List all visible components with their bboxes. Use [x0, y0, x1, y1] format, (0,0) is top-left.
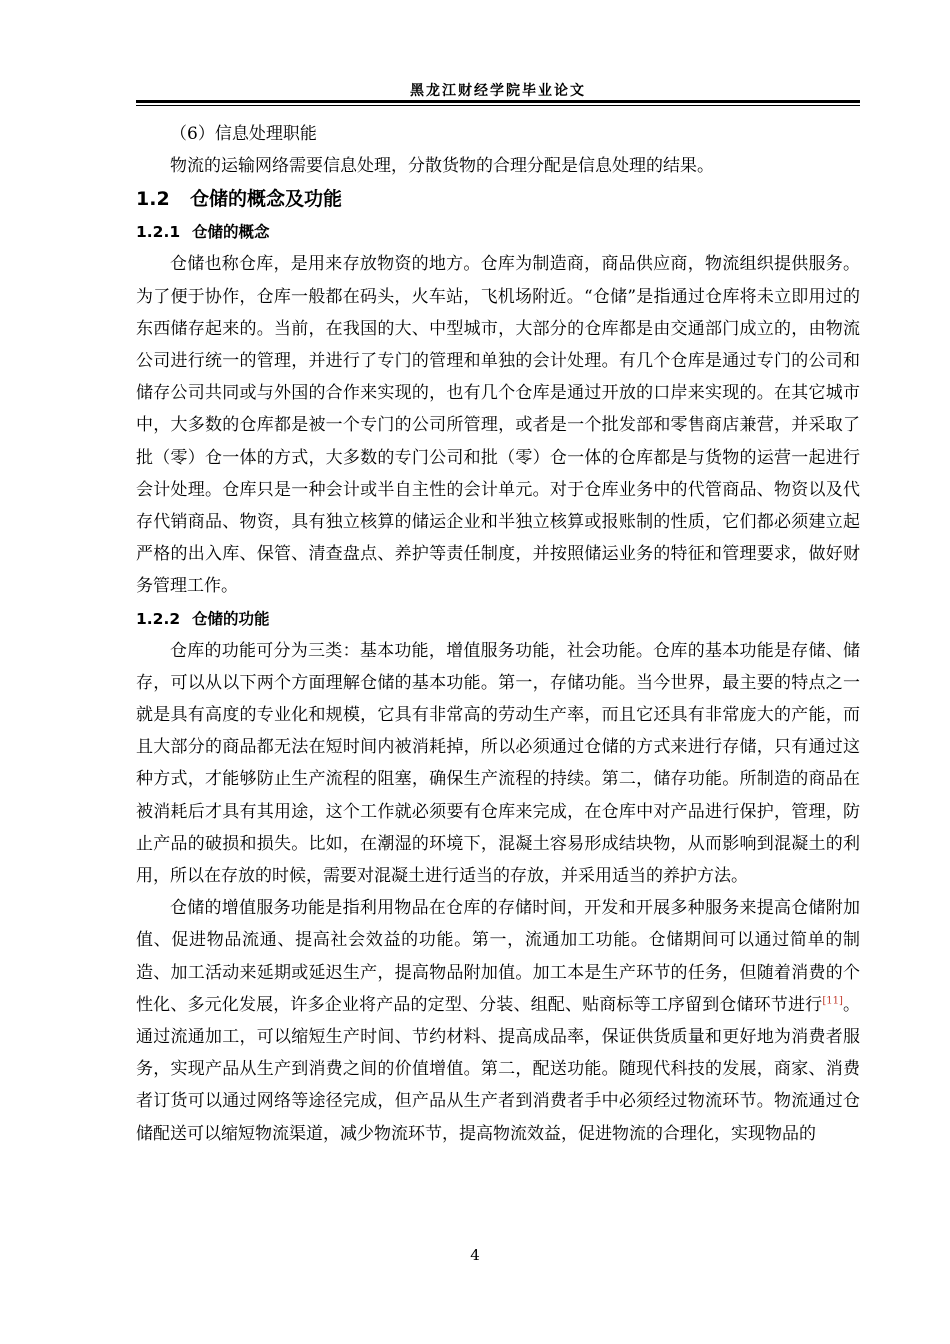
running-header: 黑龙江财经学院毕业论文 — [410, 83, 586, 99]
section-title: 仓储的概念及功能 — [190, 188, 343, 211]
header-rule-thick — [136, 100, 860, 103]
sub-item-heading: （6）信息处理职能 — [170, 124, 317, 144]
subsection-number-2: 1.2.2 — [136, 609, 181, 628]
subsection-heading-1 — [136, 216, 860, 248]
paragraph-3 — [136, 892, 860, 1150]
paragraph-2: 仓库的功能可分为三类：基本功能，增值服务功能，社会功能。仓库的基本功能是存储、储存，可以从以下两个方面理解仓储的基本功能。第一，存储功能。当今世界，最主要的特点之一就是具有高度的专业化和规模，它具有非常高的劳动生产率，而且它还具有非常庞大的产能，而且大部分的商品都无法在短时间内被消耗掉，所以必须通过仓储的方式来进行存储，只有通过这种方式，才能够防止生产流程的阻塞，确保生产流程的持续。第二，储存功能。所制造的商品在被消耗后才具有其用途，这个工作就必须要有仓库来完成，在仓库中对产品进行保护，管理，防止产品的破损和损失。比如，在潮湿的环境下，混凝土容易形成结块物，从而影响到混凝土的利用，所以在存放的时候，需要对混凝土进行适当的存放，并采用适当的养护方法。 — [136, 640, 860, 887]
subsection-title-1: 仓储的概念 — [192, 223, 270, 242]
section-heading — [136, 182, 860, 216]
paragraph-3-part-1: 仓储的增值服务功能是指利用物品在仓库的存储时间，开发和开展多种服务来提高仓储附加值、促进物品流通、提高社会效益的功能。第一，流通加工功能。仓储期间可以通过简单的制造、加工活动来延期或延迟生产，提高物品附加值。加工本是生产环节的任务，但随着消费的个性化、多元化发展，许多企业将产品的定型、分装、组配、贴商标等工序留到仓储环节进行 — [136, 898, 860, 1015]
subsection-number-1: 1.2.1 — [136, 223, 181, 242]
section-number: 1.2 — [136, 188, 170, 211]
body-text — [136, 118, 860, 1150]
citation-link[interactable]: [11] — [822, 995, 843, 1007]
paragraph-3-part-2: 。通过流通加工，可以缩短生产时间、节约材料、提高成品率，保证供货质量和更好地为消费者服务，实现产品从生产到消费之间的价值增值。第二，配送功能。随现代科技的发展，商家、消费者订货可以通过网络等途径完成，但产品从生产者到消费者手中必须经过物流环节。物流通过仓储配送可以缩短物流渠道，减少物流环节，提高物流效益，促进物流的合理化，实现物品的 — [136, 994, 861, 1144]
header-rule-thin — [136, 105, 860, 106]
paragraph-1: 仓储也称仓库，是用来存放物资的地方。仓库为制造商，商品供应商，物流组织提供服务。为了便于协作，仓库一般都在码头，火车站，飞机场附近。“仓储”是指通过仓库将未立即用过的东西储存起来的。当前，在我国的大、中型城市，大部分的仓库都是由交通部门成立的，由物流公司进行统一的管理，并进行了专门的管理和单独的会计处理。有几个仓库是通过专门的公司和储存公司共同或与外国的合作来实现的，也有几个仓库是通过开放的口岸来实现的。在其它城市中，大多数的仓库都是被一个专门的公司所管理，或者是一个批发部和零售商店兼营，并采取了批（零）仓一体的方式，大多数的专门公司和批（零）仓一体的仓库都是与货物的运营一起进行会计处理。仓库只是一种会计或半自主性的会计单元。对于仓库业务中的代管商品、物资以及代存代销商品、物资，具有独立核算的储运企业和半独立核算或报账制的性质，它们都必须建立起严格的出入库、保管、清查盘点、养护等责任制度，并按照储运业务的特征和管理要求，做好财务管理工作。 — [136, 254, 860, 597]
subsection-title-2: 仓储的功能 — [192, 609, 270, 628]
subsection-heading-2 — [136, 603, 860, 635]
sub-item-text: 物流的运输网络需要信息处理，分散货物的合理分配是信息处理的结果。 — [170, 156, 714, 177]
page-number: 4 — [470, 1246, 480, 1264]
